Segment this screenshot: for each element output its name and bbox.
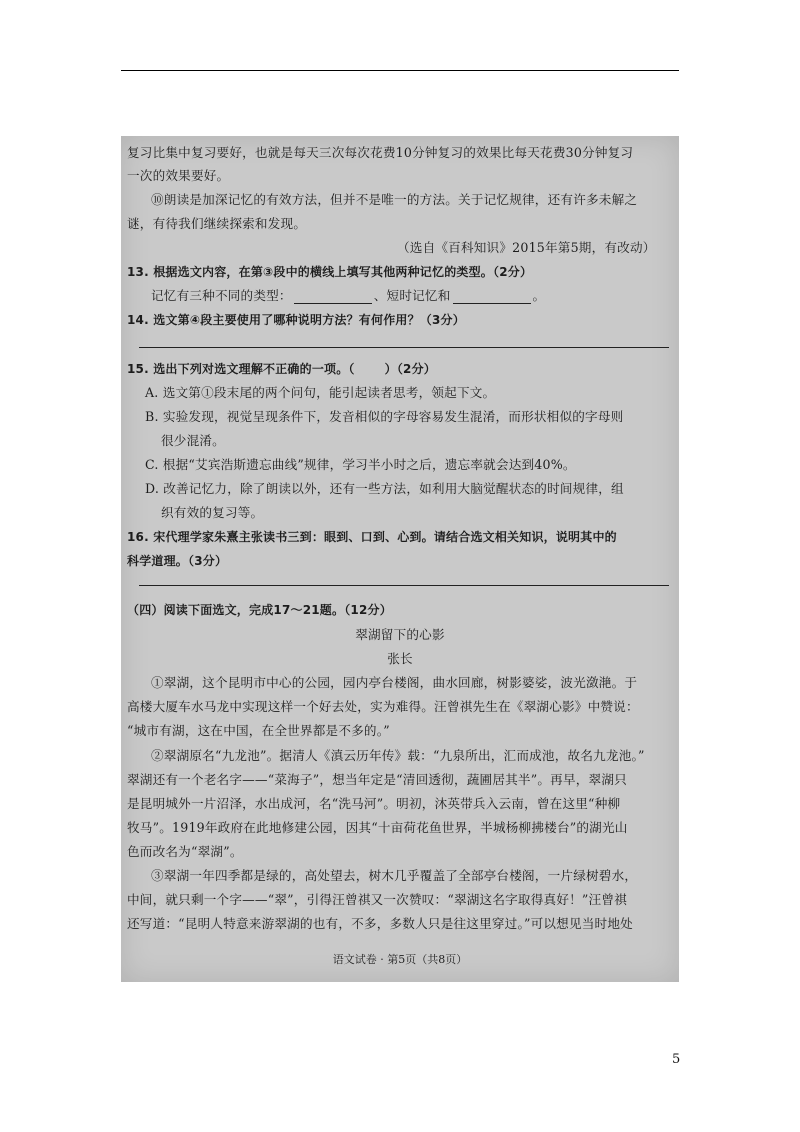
- option-b-cont: 很少混淆。: [161, 433, 225, 448]
- article-line: “城市有湖，这在中国，在全世界都是不多的。”: [127, 723, 390, 738]
- option-b: B. 实验发现，视觉呈现条件下，发音相似的字母容易发生混淆，而形状相似的字母则: [145, 409, 624, 424]
- section-heading: （四）阅读下面选文，完成17～21题。（12分）: [127, 603, 392, 617]
- article-line: 高楼大厦车水马龙中实现这样一个好去处，实为难得。汪曾祺先生在《翠湖心影》中赞说：: [127, 699, 639, 714]
- option-a: A. 选文第①段末尾的两个问句，能引起读者思考，领起下文。: [145, 385, 496, 400]
- text-line: 复习比集中复习要好，也就是每天三次每次花费10分钟复习的效果比每天花费30分钟复习: [127, 145, 634, 160]
- answer-line[interactable]: [139, 347, 669, 348]
- article-line: 还写道：“昆明人特意来游翠湖的也有，不多，多数人只是往这里穿过。”可以想见当时地处: [127, 916, 633, 931]
- article-line: ③翠湖一年四季都是绿的，高处望去，树木几乎覆盖了全部亭台楼阁，一片绿树碧水，: [151, 868, 638, 883]
- scanned-exam-page: [121, 136, 679, 982]
- question-14: 14. 选文第④段主要使用了哪种说明方法？有何作用？（3分）: [127, 313, 465, 327]
- question-16: 16. 宋代理学家朱熹主张读书三到：眼到、口到、心到。请结合选文相关知识，说明其中的: [127, 530, 617, 544]
- answer-blank[interactable]: [294, 291, 372, 304]
- page-number: 5: [672, 1052, 681, 1067]
- article-title: 翠湖留下的心影: [355, 627, 445, 642]
- text-line: 一次的效果要好。: [127, 168, 230, 183]
- exam-footer: 语文试卷 · 第5页（共8页）: [332, 953, 468, 966]
- option-c: C. 根据“艾宾浩斯遗忘曲线”规律，学习半小时之后，遗忘率就会达到40%。: [145, 457, 576, 472]
- text-line: ⑩朗读是加深记忆的有效方法，但并不是唯一的方法。关于记忆规律，还有许多未解之: [151, 192, 638, 207]
- article-line: 是昆明城外一片沼泽，水出成河，名“洗马河”。明初，沐英带兵入云南，曾在这里“种柳: [127, 796, 621, 811]
- q13-text-a: 记忆有三种不同的类型：: [151, 288, 292, 303]
- source-note: （选自《百科知识》2015年第5期，有改动）: [397, 240, 656, 255]
- article-line: ②翠湖原名“九龙池”。据清人《滇云历年传》载：“九泉所出，汇而成池，故名九龙池。”: [151, 748, 645, 763]
- header-rule: [121, 70, 679, 71]
- text-line: 谜，有待我们继续探索和发现。: [127, 216, 307, 231]
- q15-title-b: ）（2分）: [384, 362, 436, 376]
- question-15: [127, 361, 436, 377]
- article-author: 张长: [387, 651, 413, 666]
- answer-line[interactable]: [139, 585, 669, 586]
- q13-text-b: 、短时记忆和: [373, 288, 451, 303]
- option-d: D. 改善记忆力，除了朗读以外，还有一些方法，如利用大脑觉醒状态的时间规律，组: [145, 481, 624, 496]
- article-line: 中间，就只剩一个字——“翠”，引得汪曾祺又一次赞叹：“翠湖这名字取得真好！”汪曾祺: [127, 892, 627, 907]
- question-16-cont: 科学道理。（3分）: [127, 554, 228, 568]
- answer-blank[interactable]: [453, 291, 531, 304]
- article-line: 牧马”。1919年政府在此地修建公园，因其“十亩荷花鱼世界，半城杨柳拂楼台”的湖光山: [127, 820, 628, 835]
- article-line: 翠湖还有一个老名字——“菜海子”，想当年定是“清回透彻，蔬圃居其半”。再早，翠湖只: [127, 772, 627, 787]
- q13-text-c: 。: [532, 288, 546, 303]
- question-13: 13. 根据选文内容，在第③段中的横线上填写其他两种记忆的类型。（2分）: [127, 265, 533, 279]
- article-line: 色而改名为“翠湖”。: [127, 844, 243, 859]
- q15-title-a: 15. 选出下列对选文理解不正确的一项。（: [127, 362, 355, 376]
- q13-fill: [151, 288, 545, 304]
- article-line: ①翠湖，这个昆明市中心的公园，园内亭台楼阁，曲水回廊，树影婆娑，波光潋滟。于: [151, 675, 638, 690]
- option-d-cont: 织有效的复习等。: [161, 505, 264, 520]
